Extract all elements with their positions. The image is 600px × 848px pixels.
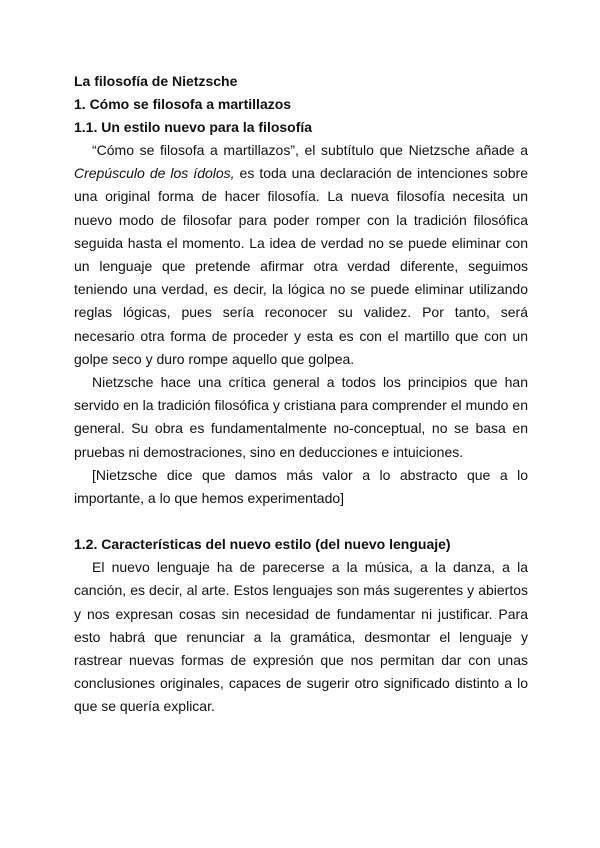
paragraph-rest-text: es toda una declaración de intenciones sobre una original forma de hacer filosofía. La nueva filosofía necesita un nuevo modo de filosofar para poder romper con la tradición filosófica seguida hasta el momento. La idea de verdad no se puede eliminar con un lenguaje que pretende afirmar otra verdad diferente, seguimos teniendo una verdad, es decir, la lógica no se puede eliminar utilizando reglas lógicas, pues sería reconocer su validez. Por tanto, será necesario otra forma de proceder y esta es con el martillo que con un golpe seco y duro rompe aquello que golpea. (74, 165, 528, 367)
document-title: La filosofía de Nietzsche (74, 73, 238, 89)
paragraph-1-2-a: El nuevo lenguaje ha de parecerse a la música, a la danza, a la canción, es decir, al arte. Estos lenguajes son más sugerentes y abiertos y nos expresan cosas sin necesidad de fundamentar ni justificar. Para esto habrá que renunciar a la gramática, desmontar el lenguaje y rastrear nuevas formas de expresión que nos permitan dar con unas conclusiones originales, capaces de sugerir otro significado distinto a lo que se quería explicar. (74, 559, 528, 715)
paragraph-1-1-c: [Nietzsche dice que damos más valor a lo abstracto que a lo importante, a lo que hemos experimentado] (74, 466, 528, 507)
blank-line (74, 510, 528, 533)
document-page (74, 70, 528, 719)
paragraph-lead-text: “Cómo se filosofa a martillazos”, el subtítulo que Nietzsche añade a (92, 142, 528, 158)
section-1-heading: 1. Cómo se filosofa a martillazos (74, 96, 292, 112)
paragraph-1-1-a (74, 139, 528, 371)
paragraph-1-1-b: Nietzsche hace una crítica general a todos los principios que han servido en la tradición filosófica y cristiana para comprender el mundo en general. Su obra es fundamentalmente no-conceptual, no se basa en pruebas ni demostraciones, sino en deducciones e intuiciones. (74, 374, 528, 460)
subsection-1-1-heading: 1.1. Un estilo nuevo para la filosofía (74, 119, 313, 135)
book-title-italic: Crepúsculo de los ídolos, (74, 165, 235, 182)
subsection-1-2-heading: 1.2. Características del nuevo estilo (del nuevo lenguaje) (74, 536, 451, 553)
